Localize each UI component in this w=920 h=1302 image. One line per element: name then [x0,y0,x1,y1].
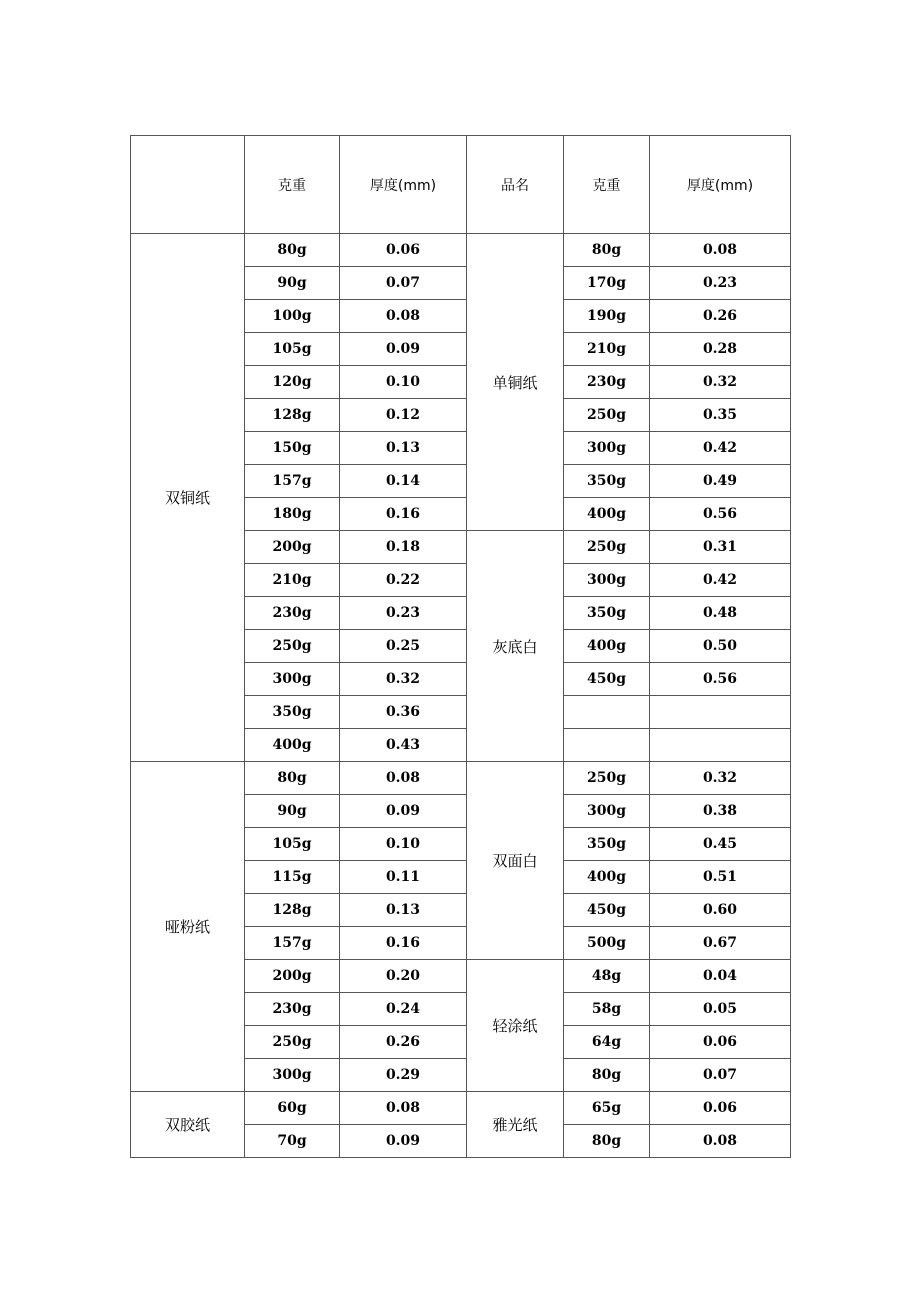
left-thickness-cell: 0.10 [340,828,467,861]
left-weight-cell: 180g [245,498,340,531]
left-weight-cell: 128g [245,399,340,432]
left-weight-cell: 80g [245,234,340,267]
left-weight-cell: 105g [245,828,340,861]
right-weight-cell: 80g [564,1125,650,1158]
left-thickness-cell: 0.08 [340,762,467,795]
left-thickness-cell: 0.22 [340,564,467,597]
header-weight-right: 克重 [564,136,650,234]
left-weight-cell: 230g [245,993,340,1026]
left-thickness-cell: 0.16 [340,498,467,531]
right-thickness-cell: 0.08 [650,1125,791,1158]
left-weight-cell: 300g [245,663,340,696]
right-weight-cell: 58g [564,993,650,1026]
left-weight-cell: 157g [245,927,340,960]
left-thickness-cell: 0.23 [340,597,467,630]
left-weight-cell: 128g [245,894,340,927]
right-thickness-cell: 0.38 [650,795,791,828]
left-weight-cell: 350g [245,696,340,729]
table-row [131,234,791,267]
right-weight-cell: 400g [564,498,650,531]
right-thickness-cell: 0.08 [650,234,791,267]
left-weight-cell: 400g [245,729,340,762]
right-thickness-cell: 0.42 [650,564,791,597]
right-thickness-cell: 0.07 [650,1059,791,1092]
right-weight-cell: 48g [564,960,650,993]
right-product-name: 雅光纸 [467,1092,564,1158]
left-weight-cell: 210g [245,564,340,597]
left-weight-cell: 90g [245,795,340,828]
right-weight-cell: 250g [564,762,650,795]
header-thickness-left: 厚度(mm) [340,136,467,234]
right-thickness-cell: 0.56 [650,498,791,531]
left-thickness-cell: 0.08 [340,1092,467,1125]
left-weight-cell: 300g [245,1059,340,1092]
left-weight-cell: 250g [245,1026,340,1059]
right-thickness-cell: 0.56 [650,663,791,696]
header-row [131,136,791,234]
left-weight-cell: 100g [245,300,340,333]
left-thickness-cell: 0.20 [340,960,467,993]
right-weight-cell: 350g [564,597,650,630]
right-weight-cell: 400g [564,861,650,894]
right-weight-cell: 350g [564,828,650,861]
right-thickness-cell: 0.67 [650,927,791,960]
left-thickness-cell: 0.12 [340,399,467,432]
left-thickness-cell: 0.14 [340,465,467,498]
right-thickness-cell: 0.49 [650,465,791,498]
left-weight-cell: 90g [245,267,340,300]
right-thickness-cell: 0.42 [650,432,791,465]
left-weight-cell: 80g [245,762,340,795]
left-thickness-cell: 0.32 [340,663,467,696]
right-product-name: 单铜纸 [467,234,564,531]
left-product-name: 双胶纸 [131,1092,245,1158]
left-weight-cell: 115g [245,861,340,894]
left-weight-cell: 60g [245,1092,340,1125]
right-weight-cell: 190g [564,300,650,333]
left-thickness-cell: 0.09 [340,1125,467,1158]
right-weight-cell: 300g [564,432,650,465]
right-weight-cell: 300g [564,564,650,597]
left-thickness-cell: 0.29 [340,1059,467,1092]
right-weight-cell: 210g [564,333,650,366]
left-thickness-cell: 0.11 [340,861,467,894]
left-product-name: 哑粉纸 [131,762,245,1092]
header-product-name: 品名 [467,136,564,234]
right-thickness-cell: 0.04 [650,960,791,993]
right-weight-cell: 400g [564,630,650,663]
right-weight-cell [564,729,650,762]
left-weight-cell: 120g [245,366,340,399]
right-product-name: 轻涂纸 [467,960,564,1092]
right-weight-cell: 230g [564,366,650,399]
right-weight-cell: 350g [564,465,650,498]
right-weight-cell: 300g [564,795,650,828]
header-weight-left: 克重 [245,136,340,234]
right-product-name: 双面白 [467,762,564,960]
left-thickness-cell: 0.13 [340,432,467,465]
left-thickness-cell: 0.25 [340,630,467,663]
left-thickness-cell: 0.43 [340,729,467,762]
left-weight-cell: 70g [245,1125,340,1158]
right-thickness-cell: 0.06 [650,1092,791,1125]
right-thickness-cell: 0.45 [650,828,791,861]
right-product-name: 灰底白 [467,531,564,762]
table-row [131,1092,791,1125]
right-thickness-cell [650,696,791,729]
right-thickness-cell: 0.60 [650,894,791,927]
left-thickness-cell: 0.09 [340,795,467,828]
left-thickness-cell: 0.24 [340,993,467,1026]
right-thickness-cell: 0.28 [650,333,791,366]
left-thickness-cell: 0.26 [340,1026,467,1059]
left-weight-cell: 105g [245,333,340,366]
right-thickness-cell: 0.06 [650,1026,791,1059]
left-thickness-cell: 0.09 [340,333,467,366]
right-weight-cell: 80g [564,1059,650,1092]
right-thickness-cell: 0.50 [650,630,791,663]
right-thickness-cell: 0.32 [650,762,791,795]
right-thickness-cell: 0.23 [650,267,791,300]
right-weight-cell: 250g [564,399,650,432]
header-blank [131,136,245,234]
right-weight-cell: 450g [564,894,650,927]
left-weight-cell: 200g [245,531,340,564]
left-weight-cell: 157g [245,465,340,498]
left-thickness-cell: 0.13 [340,894,467,927]
right-thickness-cell: 0.31 [650,531,791,564]
right-weight-cell: 500g [564,927,650,960]
table-row [131,762,791,795]
right-thickness-cell: 0.26 [650,300,791,333]
left-weight-cell: 230g [245,597,340,630]
left-thickness-cell: 0.06 [340,234,467,267]
paper-thickness-table [130,135,791,1158]
left-thickness-cell: 0.18 [340,531,467,564]
left-weight-cell: 200g [245,960,340,993]
right-weight-cell [564,696,650,729]
right-weight-cell: 250g [564,531,650,564]
left-weight-cell: 150g [245,432,340,465]
right-thickness-cell: 0.32 [650,366,791,399]
left-thickness-cell: 0.16 [340,927,467,960]
left-thickness-cell: 0.08 [340,300,467,333]
right-thickness-cell [650,729,791,762]
right-thickness-cell: 0.48 [650,597,791,630]
left-weight-cell: 250g [245,630,340,663]
right-weight-cell: 65g [564,1092,650,1125]
left-thickness-cell: 0.36 [340,696,467,729]
right-weight-cell: 170g [564,267,650,300]
right-thickness-cell: 0.05 [650,993,791,1026]
left-thickness-cell: 0.10 [340,366,467,399]
right-thickness-cell: 0.35 [650,399,791,432]
header-thickness-right: 厚度(mm) [650,136,791,234]
right-weight-cell: 450g [564,663,650,696]
left-thickness-cell: 0.07 [340,267,467,300]
left-product-name: 双铜纸 [131,234,245,762]
right-weight-cell: 64g [564,1026,650,1059]
right-thickness-cell: 0.51 [650,861,791,894]
right-weight-cell: 80g [564,234,650,267]
